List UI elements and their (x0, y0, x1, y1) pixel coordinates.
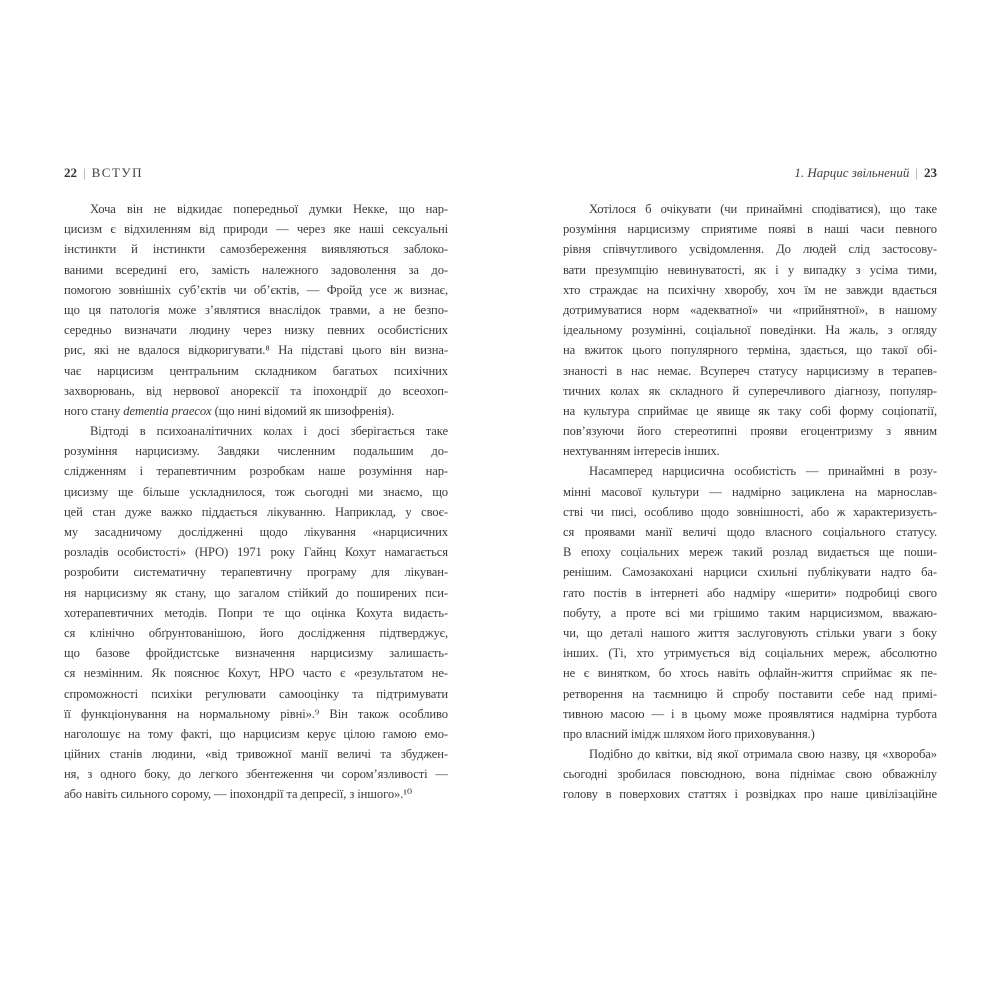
text-segment: (що нині відомий як шизофренія). (211, 403, 395, 418)
text-line: спроможності психіки регулювати самооцінку та підтримувати (64, 686, 448, 701)
text-line: середньо визначати людину через низку певних особистісних (64, 323, 448, 338)
text-line: мінні масової культури — надмірно зациклена на марнослав- (563, 484, 937, 499)
text-segment: ного стану (64, 403, 124, 418)
text-line: рис, які не вдалося відкоригувати.⁸ На підставі цього він визна- (64, 343, 448, 358)
text-line: помогою зовнішніх суб’єктів чи об’єктів, — Фройд усе ж визнає, (64, 282, 448, 297)
text-line: сьогодні зробилася повсюдною, вона піднімає свою обважнілу (563, 767, 937, 782)
text-line: цисизму ще більше ускладнилося, тож сьогодні ми знаємо, що (64, 484, 448, 499)
text-line: рівня співчутливого усвідомлення. До людей слід застосову- (563, 242, 937, 257)
italic-term: dementia praecox (123, 403, 212, 418)
left-page-header (64, 165, 143, 181)
text-line: чи, що деталі нашого життя заслуговують стільки уваги з боку (563, 625, 937, 640)
text-line: її функціонування на нормальному рівні».⁹ Він також особливо (64, 706, 448, 721)
text-line: ся проявами манії величі щодо власного соціального статусу. (563, 525, 937, 539)
text-line: пов’язуючи його стереотипні прояви егоцентризму з явним (563, 424, 937, 439)
text-line: знаності в нас немає. Всупереч статусу нарцисизму в терапев- (563, 363, 937, 378)
text-line: В епоху соціальних мереж такий розлад видається ще поши- (563, 545, 937, 560)
text-line: ідеальному розумінні, соціальної поведінки. На жаль, з огляду (563, 323, 937, 338)
text-line: ретворення на таємницю й спробу поставити себе над примі- (563, 686, 937, 701)
text-line: або навіть сильного сорому, — іпохондрії та депресії, з іншого».¹⁰ (64, 787, 412, 802)
text-line (64, 401, 448, 421)
right-header-separator: | (915, 165, 918, 180)
text-line: голову в поверхових статтях і розвідках про наше цивілізаційне (563, 787, 937, 802)
text-line: інстинкти й інстинкти самозбереження виявляються заблоко- (64, 242, 448, 257)
text-line: ваними всередині его, замість належного задоволення за до- (64, 262, 448, 277)
text-line: тивною масою — і в цьому може проявлятися надмірна турбота (563, 706, 937, 721)
text-line: цисизм є відхиленням від природи — через яке наші сексуальні (64, 222, 448, 237)
text-line: тичних колах як складного й суперечливого діагнозу, популяр- (563, 383, 937, 398)
text-line: вати презумпцію невинуватості, як і у випадку з усіма тими, (563, 262, 937, 277)
text-line: ренішим. Самозакохані нарциси схильні публікувати надто ба- (563, 565, 937, 580)
text-line: інших. (Ті, хто утримується від соціальних мереж, абсолютно (563, 646, 937, 661)
right-page-text-column (563, 199, 937, 805)
text-line: стві чи писі, особливо щодо зовнішності, або ж характеризуєть- (563, 504, 937, 519)
left-page-number: 22 (64, 165, 77, 180)
text-line: цей стан дуже важко піддається лікуванню. Наприклад, у своє- (64, 504, 448, 519)
text-line: Хоча він не відкидає попередньої думки Некке, що нар- (90, 202, 448, 216)
text-line: гато постів в інтернеті або надміру «шерити» подробиці свого (563, 585, 937, 600)
text-line: нехтуванням інтересів інших. (563, 444, 720, 459)
text-line: розладів особистості» (НРО) 1971 року Гайнц Кохут намагається (64, 545, 448, 560)
text-line: захворювань, від нервової анорексії та іпохондрії до всеохоп- (64, 383, 448, 398)
right-page-header (794, 165, 937, 181)
text-line: слідженням і терапевтичним розробкам наше розуміння нар- (64, 464, 448, 479)
text-line: Насамперед нарцисична особистість — принаймні в розу- (589, 464, 937, 479)
text-line: розуміння нарцисизму. Завдяки численним подальшим до- (64, 444, 448, 459)
text-line: не є винятком, бо хтось навіть офлайн-життя сприймає як пе- (563, 666, 937, 681)
right-chapter-title: 1. Нарцис звільнений (794, 165, 910, 180)
text-line: хотерапевтичних методів. Попри те що оцінка Кохута видаєть- (64, 605, 448, 620)
text-line: чає нарцисизм центральним складником багатьох психічних (64, 363, 448, 378)
text-line: що базове фройдистське визначення нарцисизму залишаєть- (64, 646, 448, 661)
text-line: ся клінічно обґрунтованішою, його дослідження підтверджує, (64, 625, 448, 640)
text-line: що ця патологія може з’являтися внаслідок травми, а не безпо- (64, 302, 448, 317)
text-line: ня, з одного боку, до легкого збентеження чи сором’язливості — (64, 767, 448, 782)
text-line: ційних станів людини, «від тривожної манії величі та збуджен- (64, 747, 448, 762)
left-page-text-column (64, 199, 448, 805)
left-header-separator: | (83, 165, 86, 180)
text-line: Хотілося б очікувати (чи принаймні сподіватися), що таке (589, 202, 937, 216)
text-line: Відтоді в психоаналітичних колах і досі зберігається таке (90, 424, 448, 439)
text-line: Подібно до квітки, від якої отримала свою назву, ця «хвороба» (589, 747, 937, 762)
text-line: побуту, а проте всі ми грішимо таким нарцисизмом, вважаю- (563, 605, 937, 620)
text-line: ня нарцисизму як стану, що загалом стійкий до поширених пси- (64, 585, 448, 600)
text-line: розуміння нарцисизму сприятиме появі в наші часи певного (563, 222, 937, 237)
left-section-title: ВСТУП (91, 165, 143, 180)
text-line: про власний імідж шляхом його приховування.) (563, 726, 815, 741)
text-line: на вжиток цього популярного терміна, здається, що такої обі- (563, 343, 937, 358)
text-line: хто страждає на психічну хворобу, хоч їм не завжди вдається (563, 282, 937, 297)
right-page-number: 23 (924, 165, 937, 180)
text-line: ся незмінним. Як пояснює Кохут, НРО часто є «результатом не- (64, 666, 448, 681)
text-line: розробити систематичну терапевтичну програму для лікуван- (64, 565, 448, 580)
text-line: му засадничому дослідженні щодо лікування «нарцисичних (64, 525, 448, 539)
text-line: дотримуватися норм «адекватної» чи «прийнятної», в нашому (563, 302, 937, 317)
text-line: на культура сприймає це явище як таку собі форму соціопатії, (563, 403, 937, 418)
text-line: наголошує на тому факті, що нарцисизм керує цілою гамою емо- (64, 726, 448, 741)
